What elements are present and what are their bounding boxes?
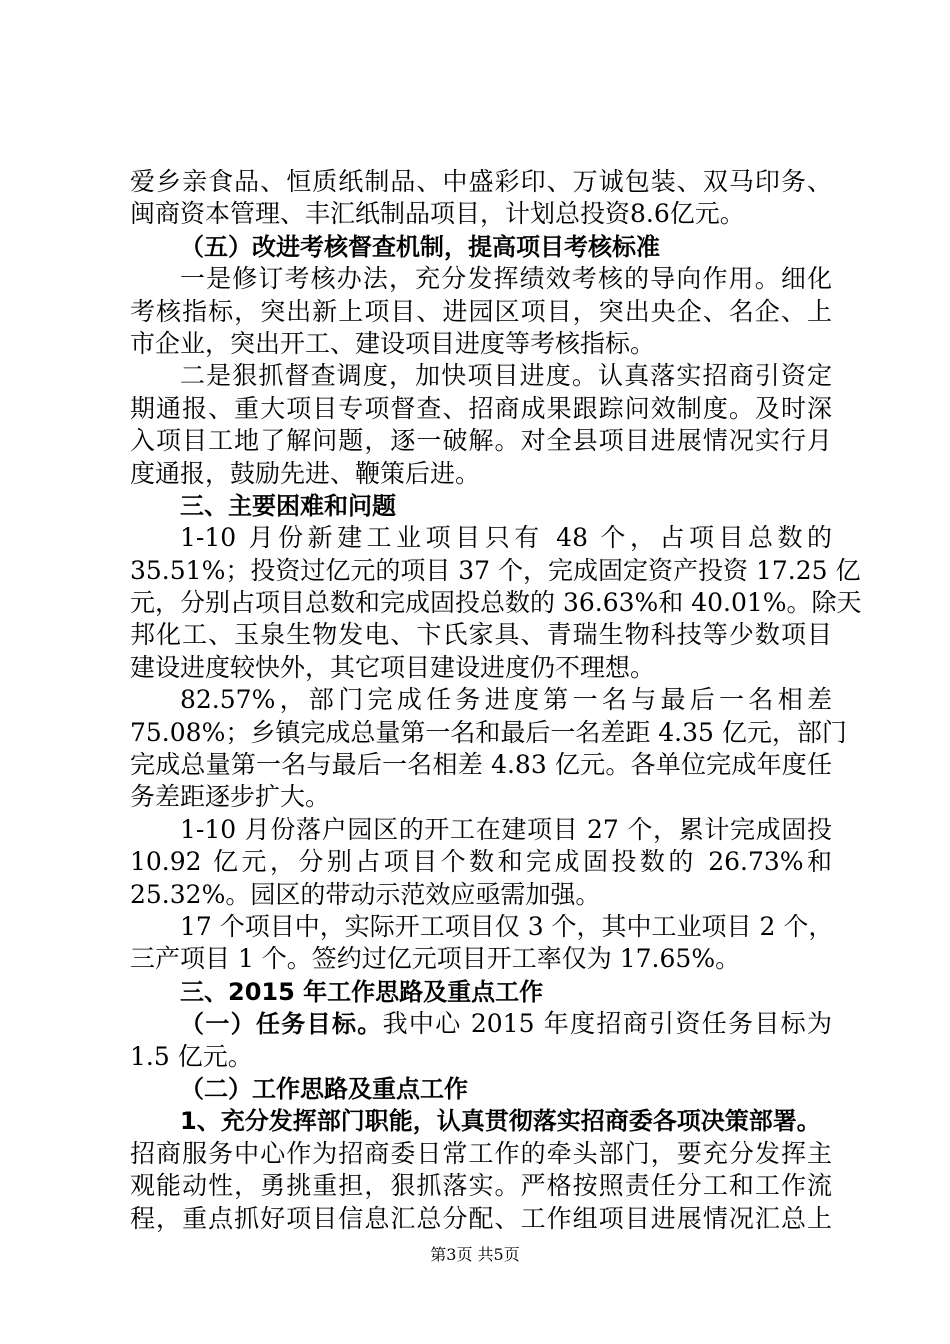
text-line: 75.08%；乡镇完成总量第一名和最后一名差距 4.35 亿元，部门 xyxy=(130,717,847,747)
text-line: 25.32%。园区的带动示范效应亟需加强。 xyxy=(130,879,601,909)
text-line: 观能动性，勇挑重担，狠抓落实。严格按照责任分工和工作流 xyxy=(130,1171,832,1201)
text-line: 考核指标，突出新上项目、进园区项目，突出央企、名企、上 xyxy=(130,296,832,326)
text-line: 1、充分发挥部门职能，认真贯彻落实招商委各项决策部署。 xyxy=(180,1107,821,1136)
text-line: 邦化工、玉泉生物发电、卞氏家具、青瑞生物科技等少数项目 xyxy=(130,620,832,650)
text-line: 务差距逐步扩大。 xyxy=(130,782,331,812)
text-line: 三、主要困难和问题 xyxy=(180,491,396,520)
text-line: 二是狠抓督查调度，加快项目进度。认真落实招商引资定 xyxy=(180,361,832,391)
text-line: 一是修订考核办法，充分发挥绩效考核的导向作用。细化 xyxy=(180,264,832,294)
text-line: 爱乡亲食品、恒质纸制品、中盛彩印、万诚包装、双马印务、 xyxy=(130,167,832,196)
text-line: （五）改进考核督查机制，提高项目考核标准 xyxy=(180,232,660,261)
text-line: 招商服务中心作为招商委日常工作的牵头部门，要充分发挥主 xyxy=(130,1138,832,1168)
inline-text: 我中心 2015 年度招商引资任务目标为 xyxy=(382,1009,832,1039)
text-line: 入项目工地了解问题，逐一破解。对全县项目进展情况实行月 xyxy=(130,426,832,456)
text-line: 1-10 月份落户园区的开工在建项目 27 个，累计完成固投 xyxy=(180,814,832,844)
inline-heading: （一）任务目标。 xyxy=(180,1010,383,1039)
text-line: 闽商资本管理、丰汇纸制品项目，计划总投资8.6亿元。 xyxy=(130,199,745,229)
text-line: 1.5 亿元。 xyxy=(130,1041,253,1071)
text-line: 元，分别占项目总数和完成固投总数的 36.63%和 40.01%。除天 xyxy=(130,588,862,618)
text-line: 程，重点抓好项目信息汇总分配、工作组项目进展情况汇总上 xyxy=(130,1203,832,1233)
text-line: （二）工作思路及重点工作 xyxy=(180,1074,468,1103)
page-footer: 第3页 共5页 xyxy=(430,1245,520,1264)
text-line: 三产项目 1 个。签约过亿元项目开工率仅为 17.65%。 xyxy=(130,944,741,974)
text-line xyxy=(130,1008,832,1040)
text-line: 期通报、重大项目专项督查、招商成果跟踪问效制度。及时深 xyxy=(130,393,832,423)
text-line: 35.51%；投资过亿元的项目 37 个，完成固定资产投资 17.25 亿 xyxy=(130,555,861,585)
text-line: 完成总量第一名与最后一名相差 4.83 亿元。各单位完成年度任 xyxy=(130,750,832,780)
text-line: 度通报，鼓励先进、鞭策后进。 xyxy=(130,458,481,488)
text-line: 建设进度较快外，其它项目建设进度仍不理想。 xyxy=(130,652,656,682)
document-body xyxy=(130,166,862,1235)
text-line: 10.92 亿元，分别占项目个数和完成固投数的 26.73%和 xyxy=(130,847,832,877)
text-line: 市企业，突出开工、建设项目进度等考核指标。 xyxy=(130,328,656,358)
text-line: 82.57%，部门完成任务进度第一名与最后一名相差 xyxy=(180,685,832,715)
text-line: 17 个项目中，实际开工项目仅 3 个，其中工业项目 2 个， xyxy=(180,911,834,941)
text-line: 1-10 月份新建工业项目只有 48 个，占项目总数的 xyxy=(180,523,832,553)
text-line: 三、2015 年工作思路及重点工作 xyxy=(180,977,544,1006)
